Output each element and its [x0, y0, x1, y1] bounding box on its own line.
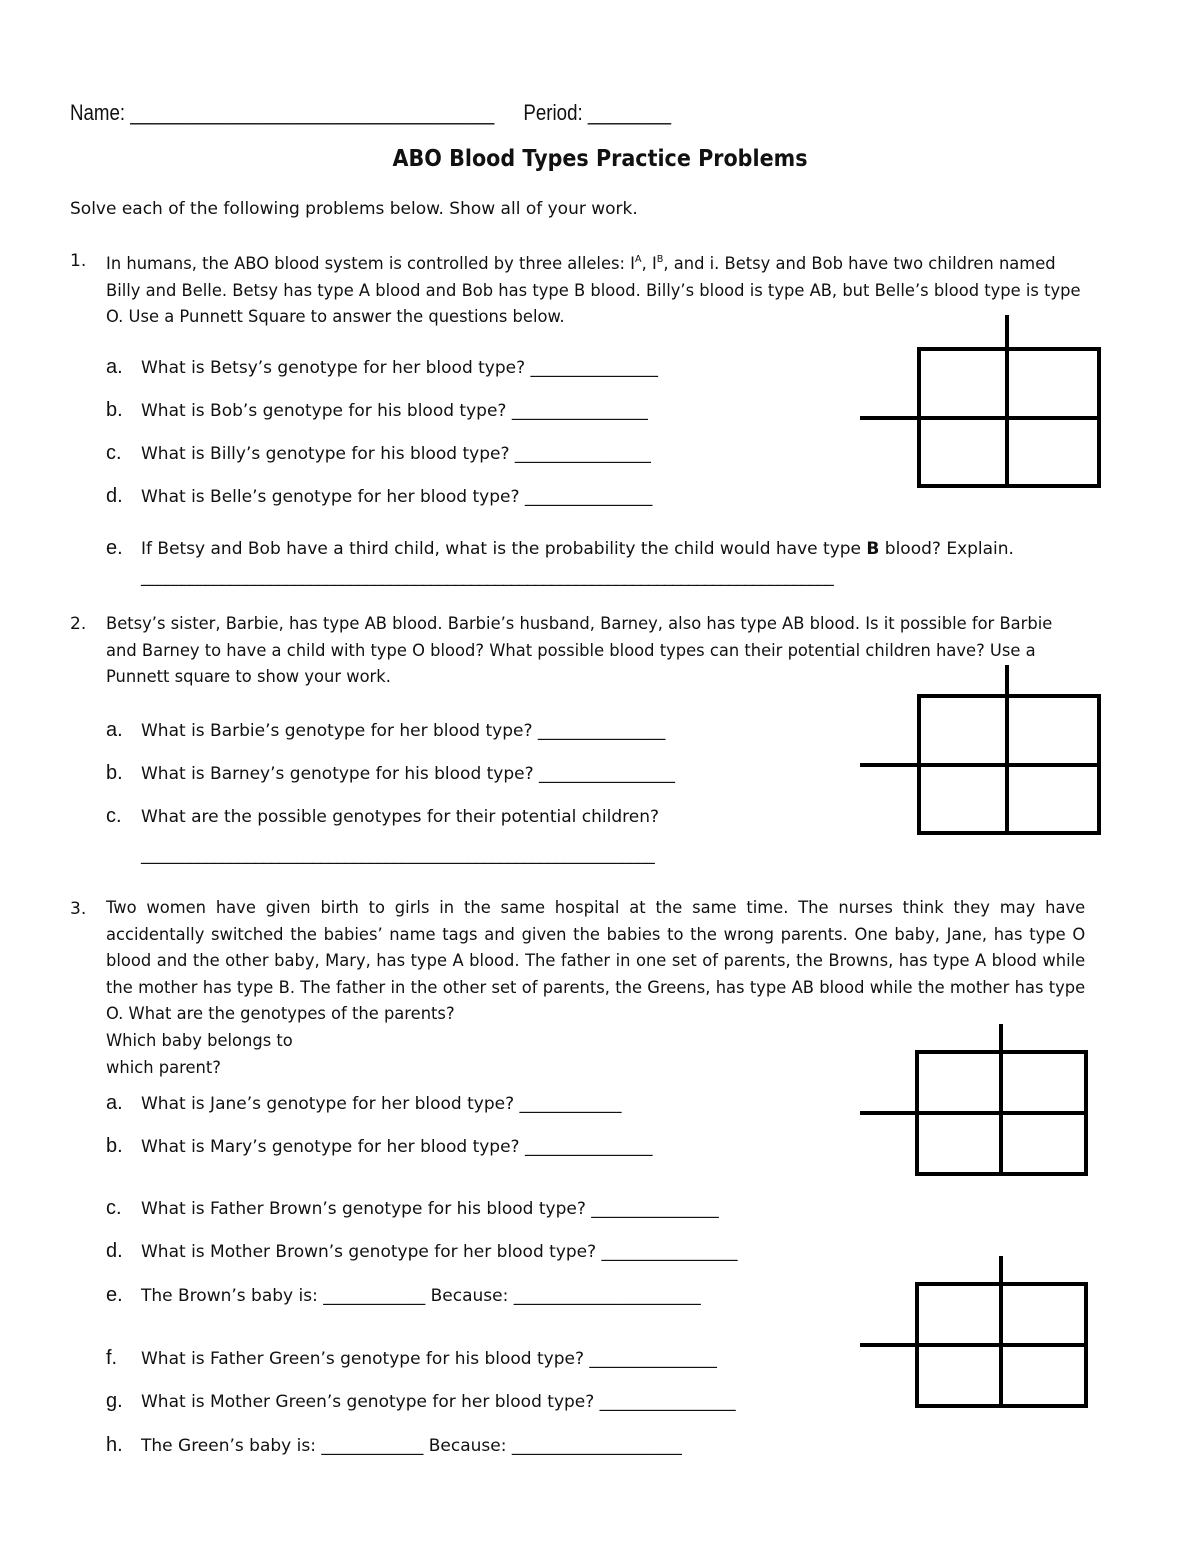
sub-letter: d.	[106, 1240, 123, 1262]
punnett-square-1[interactable]	[855, 312, 1105, 492]
q3-sub-c[interactable]	[106, 1197, 719, 1220]
name-period-header	[70, 100, 671, 126]
question-3-text: Two women have given birth to girls in the same hospital at the same time. The nurses think they may have accidentally switched the babies’ name tags and given the babies to the wrong parents. One baby, Jane, has type O blood and the other baby, Mary, has type A blood. The father in one set of parents, the Browns, has type A blood while the mother has type B. The father in the other set of parents, the Greens, has type AB blood while the mother has type O. What are the genotypes of the parents?	[106, 898, 1086, 1024]
sub-letter: h.	[106, 1434, 123, 1456]
sub-text: What is Jane’s genotype for her blood type? ____________	[141, 1094, 622, 1114]
q2-sub-a[interactable]	[106, 719, 665, 742]
sub-letter: g.	[106, 1390, 123, 1412]
sub-text: What are the possible genotypes for their potential children?	[141, 807, 659, 827]
sub-text: What is Belle’s genotype for her blood type? _______________	[141, 487, 653, 507]
q1-text-part1: In humans, the ABO blood system is controlled by three alleles: I	[106, 254, 636, 274]
q1-sub-b[interactable]	[106, 399, 648, 422]
q1-sub-a[interactable]	[106, 356, 658, 379]
sub-text: What is Betsy’s genotype for her blood type? _______________	[141, 358, 659, 378]
sub-letter: a.	[106, 356, 123, 378]
sub-text: What is Barney’s genotype for his blood type? ________________	[141, 764, 676, 784]
question-2-text: Betsy’s sister, Barbie, has type AB blood. Barbie’s husband, Barney, also has type AB blood. Is it possible for Barbie and Barney to have a child with type O blood? What possible blood types can their potential children have? Use a Punnett square to show your work.	[106, 614, 1053, 687]
q3-sub-h[interactable]	[106, 1434, 682, 1457]
sub-text: The Brown’s baby is: ____________ Because: ______________________	[141, 1286, 701, 1306]
q1-text-part3: , and i. Betsy and Bob have two children named Billy and Belle. Betsy has type A blood and Bob has type B blood. Billy’s blood is type AB, but Belle’s blood type is type O. Use a Punnett Square to answer the questions below.	[106, 254, 1081, 327]
punnett-square-3[interactable]	[855, 1021, 1095, 1181]
period-field[interactable]: ________	[587, 100, 672, 125]
sub-letter: c.	[106, 442, 122, 464]
sub-text: What is Mother Green’s genotype for her blood type? ________________	[141, 1392, 736, 1412]
q1-e-answer-line[interactable]: ______________________________________________________________________________________	[141, 567, 834, 587]
q3-sub-d[interactable]	[106, 1240, 738, 1263]
allele-a-superscript: A	[635, 254, 642, 265]
sub-text: What is Father Green’s genotype for his blood type? _______________	[141, 1349, 717, 1369]
q2-sub-b[interactable]	[106, 762, 675, 785]
sub-text-after: blood? Explain.	[879, 539, 1014, 559]
sub-text: What is Mother Brown’s genotype for her blood type? ________________	[141, 1242, 738, 1262]
name-label: Name:	[70, 100, 126, 125]
name-field[interactable]: ___________________________________	[130, 100, 495, 125]
question-1-number: 1.	[70, 251, 87, 271]
q2-answer-line[interactable]: _______________________________________________________________	[141, 845, 655, 865]
q3-sub-a[interactable]	[106, 1092, 622, 1115]
sub-letter: f.	[106, 1347, 118, 1369]
question-3-number: 3.	[70, 899, 87, 919]
q3-sub-e[interactable]	[106, 1284, 701, 1307]
q1-text-part2: , I	[641, 254, 657, 274]
sub-text: What is Mary’s genotype for her blood type? _______________	[141, 1137, 653, 1157]
sub-text: What is Billy’s genotype for his blood type? ________________	[141, 444, 651, 464]
sub-letter: d.	[106, 485, 123, 507]
question-3-text-last: Which baby belongs to which parent?	[106, 1031, 293, 1078]
q3-sub-b[interactable]	[106, 1135, 652, 1158]
q1-sub-d[interactable]	[106, 485, 652, 508]
page-title: ABO Blood Types Practice Problems	[392, 146, 808, 172]
sub-text: What is Bob’s genotype for his blood type? ________________	[141, 401, 648, 421]
q3-sub-g[interactable]	[106, 1390, 736, 1413]
punnett-square-4[interactable]	[855, 1253, 1095, 1413]
question-2-number: 2.	[70, 614, 87, 634]
sub-text-before: If Betsy and Bob have a third child, what is the probability the child would have type	[141, 539, 867, 559]
allele-b-superscript: B	[656, 254, 664, 265]
sub-letter: b.	[106, 1135, 123, 1157]
sub-letter: b.	[106, 399, 123, 421]
sub-text: What is Father Brown’s genotype for his blood type? _______________	[141, 1199, 719, 1219]
instructions: Solve each of the following problems below. Show all of your work.	[70, 199, 638, 219]
sub-letter: b.	[106, 762, 123, 784]
sub-letter: c.	[106, 1197, 122, 1219]
sub-letter: c.	[106, 805, 122, 827]
q3-sub-f[interactable]	[106, 1347, 717, 1370]
q1-sub-c[interactable]	[106, 442, 651, 465]
sub-letter: e.	[106, 1284, 123, 1306]
sub-letter: a.	[106, 719, 123, 741]
punnett-square-2[interactable]	[855, 662, 1105, 842]
q2-sub-c	[106, 805, 659, 828]
sub-text-bold: B	[866, 539, 880, 559]
sub-letter: a.	[106, 1092, 123, 1114]
q1-sub-e[interactable]	[106, 537, 1014, 560]
period-label: Period:	[523, 100, 583, 125]
sub-text: The Green’s baby is: ____________ Because: ____________________	[141, 1436, 682, 1456]
sub-letter: e.	[106, 537, 123, 559]
sub-text: What is Barbie’s genotype for her blood type? _______________	[141, 721, 666, 741]
